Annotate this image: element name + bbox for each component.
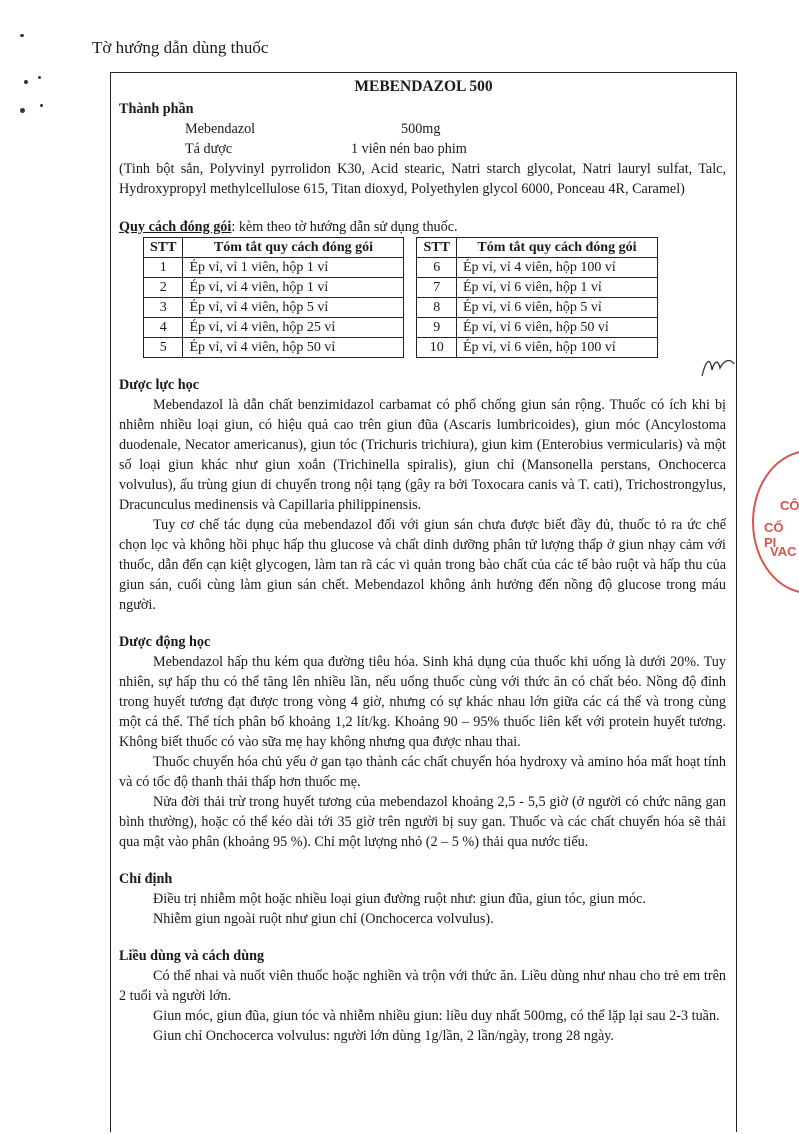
document-title: MEBENDAZOL 500	[354, 78, 493, 95]
cell-desc: Ép vỉ, vỉ 6 viên, hộp 1 vỉ	[456, 278, 657, 298]
table-row	[144, 258, 404, 278]
indications-p1: Điều trị nhiễm một hoặc nhiều loại giun đường ruột như: giun đũa, giun tóc, giun móc.	[153, 891, 646, 907]
table-row	[417, 298, 657, 318]
dosage-p1: Có thể nhai và nuốt viên thuốc hoặc nghiền và trộn với thức ăn. Liều dùng như nhau cho trẻ em trên 2 tuổi và người lớn.	[119, 968, 726, 1004]
col-desc: Tóm tắt quy cách đóng gói	[183, 238, 404, 258]
pharmacokinetics-p1: Mebendazol hấp thu kém qua đường tiêu hóa. Sinh khả dụng của thuốc khi uống là dưới 20%. Tuy nhiên, sự hấp thu có thể tăng lên nhiều lần, nếu uống thuốc cùng với thức ăn có chất béo. Nồng độ đỉnh trong huyết tương đạt được trong vòng 4 giờ, nhưng có sự khác nhau lớn giữa các cá thể và trong cùng một cá thể. Thể tích phân bố khoảng 1,2 lít/kg. Khoảng 90 – 95% thuốc liên kết với protein huyết tương. Không biết thuốc có vào sữa mẹ hay không nhưng qua được nhau thai.	[119, 654, 726, 750]
table-row	[144, 298, 404, 318]
cell-stt: 3	[144, 298, 183, 318]
scan-speck	[20, 34, 24, 37]
scan-speck	[24, 80, 28, 84]
cell-desc: Ép vỉ, vỉ 4 viên, hộp 100 vỉ	[456, 258, 657, 278]
stamp-text: VAC	[770, 544, 797, 559]
cell-desc: Ép vỉ, vỉ 6 viên, hộp 50 vỉ	[456, 318, 657, 338]
ingredient-value: 1 viên nén bao phim	[351, 141, 467, 157]
ingredient-name: Tá dược	[185, 141, 233, 157]
table-header-row	[417, 238, 657, 258]
pharmacokinetics-p3: Nửa đời thải trừ trong huyết tương của mebendazol khoảng 2,5 - 5,5 giờ (ở người có chức năng gan bình thường), hoặc có thể kéo dài tới 35 giờ trên người bị suy gan. Thuốc và các chất chuyển hóa sẽ thải qua mật vào phân (khoảng 95 %). Chỉ một lượng nhỏ (2 – 5 %) thải qua nước tiểu.	[119, 794, 726, 850]
table-row	[144, 278, 404, 298]
document-frame	[110, 72, 737, 1132]
cell-desc: Ép vỉ, vỉ 6 viên, hộp 100 vỉ	[456, 338, 657, 358]
cell-desc: Ép vỉ, vỉ 4 viên, hộp 25 vỉ	[183, 318, 404, 338]
cell-stt: 7	[417, 278, 456, 298]
packaging-table-left	[143, 237, 404, 358]
signature-mark	[698, 352, 738, 382]
cell-stt: 5	[144, 338, 183, 358]
excipients-list: (Tinh bột sắn, Polyvinyl pyrrolidon K30, Acid stearic, Natri starch glycolat, Natri lauryl sulfat, Talc, Hydroxypropyl methylcellulose 615, Titan dioxyd, Polyethylen glycol 6000, Ponceau 4R, Caramel)	[119, 161, 726, 197]
table-header-row	[144, 238, 404, 258]
pharmacodynamics-p1: Mebendazol là dẫn chất benzimidazol carbamat có phổ chống giun sán rộng. Thuốc có ích khi bị nhiễm nhiều loại giun, có hiệu quả cao trên giun đũa (Ascaris lumbricoides), giun móc (Ancylostoma duodenale, Necator americanus), giun tóc (Trichuris trichiura), giun kim (Enterobius vermicularis) và một số loại giun khác như giun xoắn (Trichinella spiralis), giun chỉ (Mansonella perstans, Onchocerca volvulus), ấu trùng giun di chuyển trong nội tạng (gây ra bởi Toxocara canis và T. cati), Trichostrongylus, Dracunculus medinensis và Capillaria philippinensis.	[119, 397, 726, 513]
table-row	[417, 278, 657, 298]
cell-desc: Ép vỉ, vỉ 4 viên, hộp 5 vỉ	[183, 298, 404, 318]
cell-stt: 6	[417, 258, 456, 278]
scan-speck	[20, 108, 25, 113]
cell-stt: 9	[417, 318, 456, 338]
stamp-text: CỔ PI	[764, 520, 784, 550]
cell-stt: 4	[144, 318, 183, 338]
cell-desc: Ép vỉ, vỉ 1 viên, hộp 1 vỉ	[183, 258, 404, 278]
cell-stt: 8	[417, 298, 456, 318]
col-desc: Tóm tắt quy cách đóng gói	[456, 238, 657, 258]
composition-item	[119, 139, 726, 159]
table-row	[144, 338, 404, 358]
pharmacodynamics-heading: Dược lực học	[119, 377, 200, 393]
cell-stt: 1	[144, 258, 183, 278]
pharmacodynamics-p2: Tuy cơ chế tác dụng của mebendazol đối với giun sán chưa được biết đầy đủ, thuốc tỏ ra ức chế chọn lọc và không hồi phục hấp thu glucose và chất dinh dưỡng phân tử lượng thấp ở giun nhạy cảm với thuốc, dẫn đến cạn kiệt glycogen, làm tan rã các vi quản trong bào chất của các tế bào ruột và hấp thu của giun sán, cuối cùng làm giun sán chết. Mebendazol không ảnh hưởng đến nồng độ glucose trong máu người.	[119, 517, 726, 613]
packaging-table-right	[416, 237, 657, 358]
table-row	[417, 338, 657, 358]
packaging-line	[119, 217, 726, 237]
page-header: Tờ hướng dẫn dùng thuốc	[92, 38, 269, 57]
cell-desc: Ép vỉ, vỉ 4 viên, hộp 1 vỉ	[183, 278, 404, 298]
pharmacokinetics-heading: Dược động học	[119, 634, 211, 650]
stamp-text: CÔ	[780, 498, 799, 513]
composition-item	[119, 119, 726, 139]
table-row	[417, 318, 657, 338]
col-stt: STT	[417, 238, 456, 258]
cell-stt: 2	[144, 278, 183, 298]
col-stt: STT	[144, 238, 183, 258]
indications-p2: Nhiễm giun ngoài ruột như giun chỉ (Onchocerca volvulus).	[153, 911, 494, 927]
ingredient-value: 500mg	[401, 121, 441, 137]
scan-speck	[38, 76, 41, 79]
cell-stt: 10	[417, 338, 456, 358]
indications-heading: Chỉ định	[119, 871, 173, 887]
packaging-intro: : kèm theo tờ hướng dẫn sử dụng thuốc.	[231, 219, 458, 235]
packaging-tables	[143, 237, 726, 358]
dosage-heading: Liều dùng và cách dùng	[119, 948, 265, 964]
dosage-p3: Giun chỉ Onchocerca volvulus: người lớn dùng 1g/lần, 2 lần/ngày, trong 28 ngày.	[153, 1028, 614, 1044]
dosage-p2: Giun móc, giun đũa, giun tóc và nhiễm nhiều giun: liều duy nhất 500mg, có thể lặp lại sau 2-3 tuần.	[153, 1008, 720, 1024]
pharmacokinetics-p2: Thuốc chuyển hóa chủ yếu ở gan tạo thành các chất chuyển hóa hydroxy và amino hóa mất hoạt tính và có tốc độ thanh thải thấp hơn thuốc mẹ.	[119, 754, 726, 790]
composition-heading: Thành phần	[119, 101, 194, 117]
packaging-heading: Quy cách đóng gói	[119, 219, 232, 235]
scan-speck	[40, 104, 43, 107]
table-row	[417, 258, 657, 278]
ingredient-name: Mebendazol	[185, 121, 256, 137]
document-content	[119, 99, 726, 1046]
cell-desc: Ép vỉ, vỉ 6 viên, hộp 5 vỉ	[456, 298, 657, 318]
cell-desc: Ép vỉ, vỉ 4 viên, hộp 50 vỉ	[183, 338, 404, 358]
table-row	[144, 318, 404, 338]
